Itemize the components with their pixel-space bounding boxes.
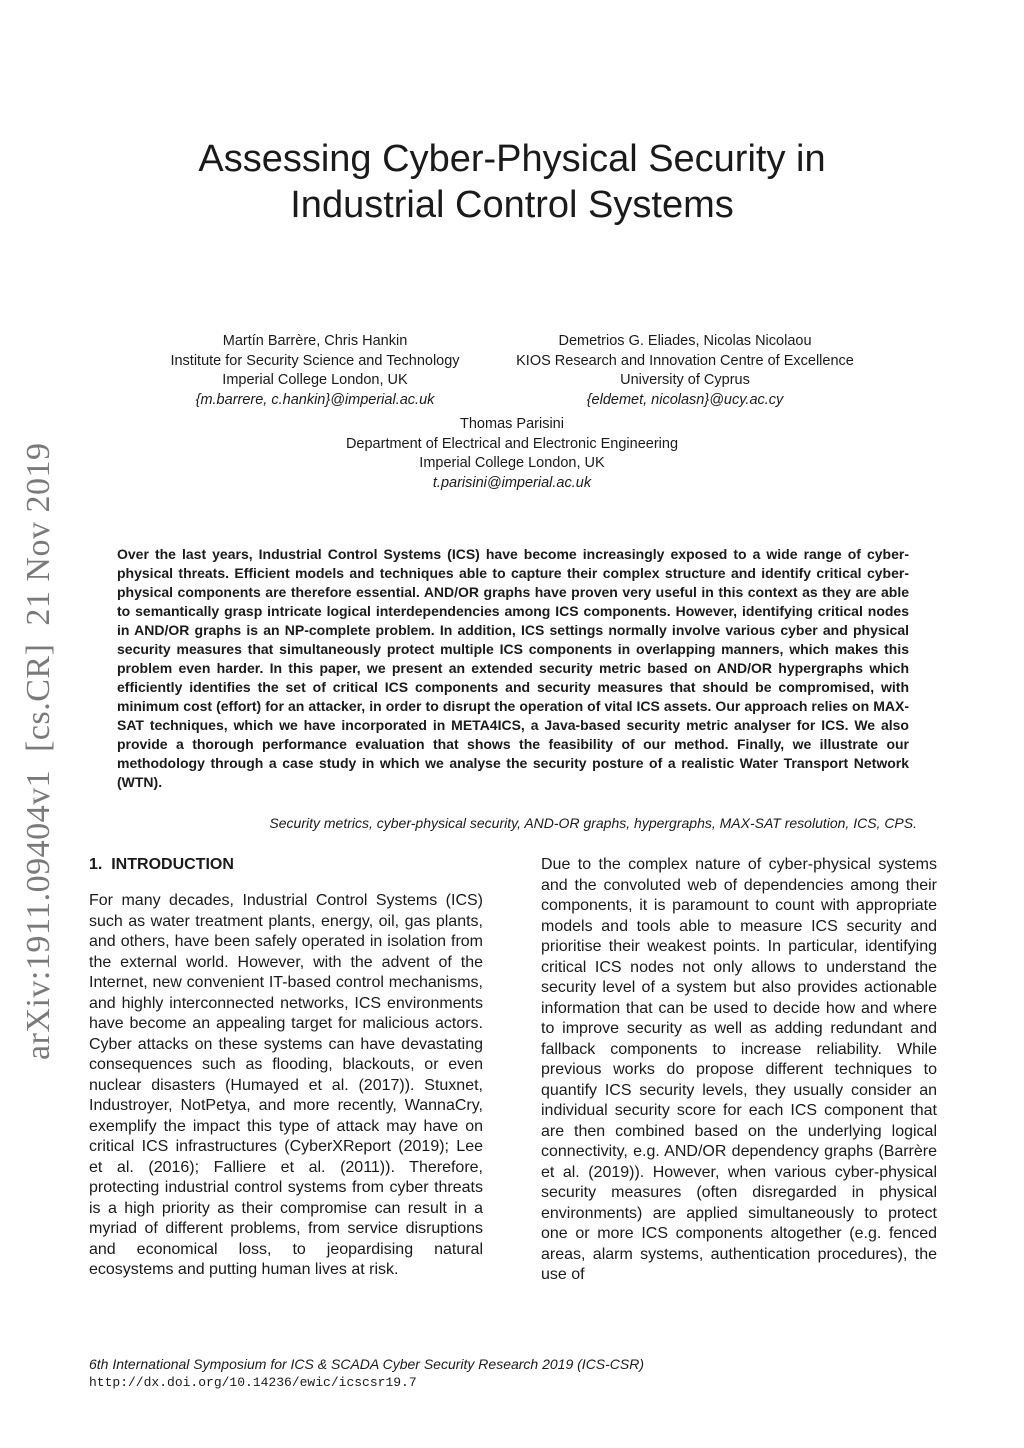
body-paragraph: Due to the complex nature of cyber-physical systems and the convoluted web of dependencies among their components, it is paramount to count with appropriate models and tools able to measure ICS security and prioritise their weakest points. In particular, identifying critical ICS nodes not only allows to understand the security level of a system but also provides actionable information that can be used to decide how and where to improve security as well as adding redundant and fallback components to increase reliability. While previous works do propose different techniques to quantify ICS security levels, they usually consider an individual security score for each ICS component that are then combined based on the underlying logical connectivity, e.g. AND/OR dependency graphs (Barrère et al. (2019)). However, when various cyber-physical security measures (often disregarded in physical environments) are applied simultaneously to protect one or more ICS components altogether (e.g. fenced areas, alarm systems, authentication procedures), the use of bbox=[541, 856, 937, 1283]
author-names: Thomas Parisini bbox=[460, 416, 564, 432]
author-block-left bbox=[150, 332, 480, 410]
author-institute: Department of Electrical and Electronic Engineering bbox=[345, 435, 679, 452]
title-line-2: Industrial Control Systems bbox=[290, 184, 734, 226]
author-names: Demetrios G. Eliades, Nicolas Nicolaou bbox=[558, 333, 812, 349]
author-email: {m.barrere, c.hankin}@imperial.ac.uk bbox=[195, 391, 435, 408]
author-block-center bbox=[262, 415, 762, 493]
arxiv-stamp: arXiv:1911.09404v1 [cs.CR] 21 Nov 2019 bbox=[20, 442, 57, 1060]
author-institute: KIOS Research and Innovation Centre of Excellence bbox=[516, 352, 854, 369]
author-affiliation: University of Cyprus bbox=[620, 372, 750, 388]
author-institute: Institute for Security Science and Technology bbox=[170, 352, 460, 369]
paper-title bbox=[0, 136, 1024, 228]
author-affiliation: Imperial College London, UK bbox=[419, 455, 605, 471]
title-line-1: Assessing Cyber-Physical Security in bbox=[198, 138, 826, 180]
column-left bbox=[89, 855, 483, 1281]
column-right bbox=[541, 855, 937, 1286]
body-paragraph: For many decades, Industrial Control Systems (ICS) such as water treatment plants, energy, oil, gas plants, and others, have been safely operated in isolation from the external world. However, with the advent of the Internet, new convenient IT-based control mechanisms, and highly interconnected networks, ICS environments have become an appealing target for malicious actors. Cyber attacks on these systems can have devastating consequences such as flooding, blackouts, or even nuclear disasters (Humayed et al. (2017)). Stuxnet, Industroyer, NotPetya, and more recently, WannaCry, exemplify the impact this type of attack may have on critical ICS infrastructures (CyberXReport (2019); Lee et al. (2016); Falliere et al. (2011)). Therefore, protecting industrial control systems from cyber threats is a high priority as their compromise can result in a myriad of different problems, from service disruptions and economical loss, to jeopardising natural ecosystems and putting human lives at risk. bbox=[89, 892, 483, 1278]
keywords: Security metrics, cyber-physical security, AND-OR graphs, hypergraphs, MAX-SAT resolution, ICS, CPS. bbox=[269, 815, 917, 831]
footer-venue: 6th International Symposium for ICS & SCADA Cyber Security Research 2019 (ICS-CSR) bbox=[89, 1356, 645, 1372]
footer-doi-link[interactable]: http://dx.doi.org/10.14236/ewic/icscsr19.7 bbox=[89, 1375, 417, 1390]
section-heading: 1. INTRODUCTION bbox=[89, 856, 234, 873]
author-block-right bbox=[490, 332, 880, 410]
author-email: {eldemet, nicolasn}@ucy.ac.cy bbox=[586, 391, 784, 408]
abstract: Over the last years, Industrial Control Systems (ICS) have become increasingly exposed to a wide range of cyber-physical threats. Efficient models and techniques able to capture their complex structure and identify critical cyber-physical components are therefore essential. AND/OR graphs have proven very useful in this context as they are able to semantically grasp intricate logical interdependencies among ICS components. However, identifying critical nodes in AND/OR graphs is an NP-complete problem. In addition, ICS settings normally involve various cyber and physical security measures that simultaneously protect multiple ICS components in overlapping manners, which makes this problem even harder. In this paper, we present an extended security metric based on AND/OR hypergraphs which efficiently identifies the set of critical ICS components and security measures that should be compromised, with minimum cost (effort) for an attacker, in order to disrupt the operation of vital ICS assets. Our approach relies on MAX-SAT techniques, which we have incorporated in META4ICS, a Java-based security metric analyser for ICS. We also provide a thorough performance evaluation that shows the feasibility of our method. Finally, we illustrate our methodology through a case study in which we analyse the security posture of a realistic Water Transport Network (WTN). bbox=[117, 546, 909, 790]
author-email: t.parisini@imperial.ac.uk bbox=[432, 474, 592, 491]
author-affiliation: Imperial College London, UK bbox=[222, 372, 408, 388]
author-names: Martín Barrère, Chris Hankin bbox=[222, 333, 408, 349]
